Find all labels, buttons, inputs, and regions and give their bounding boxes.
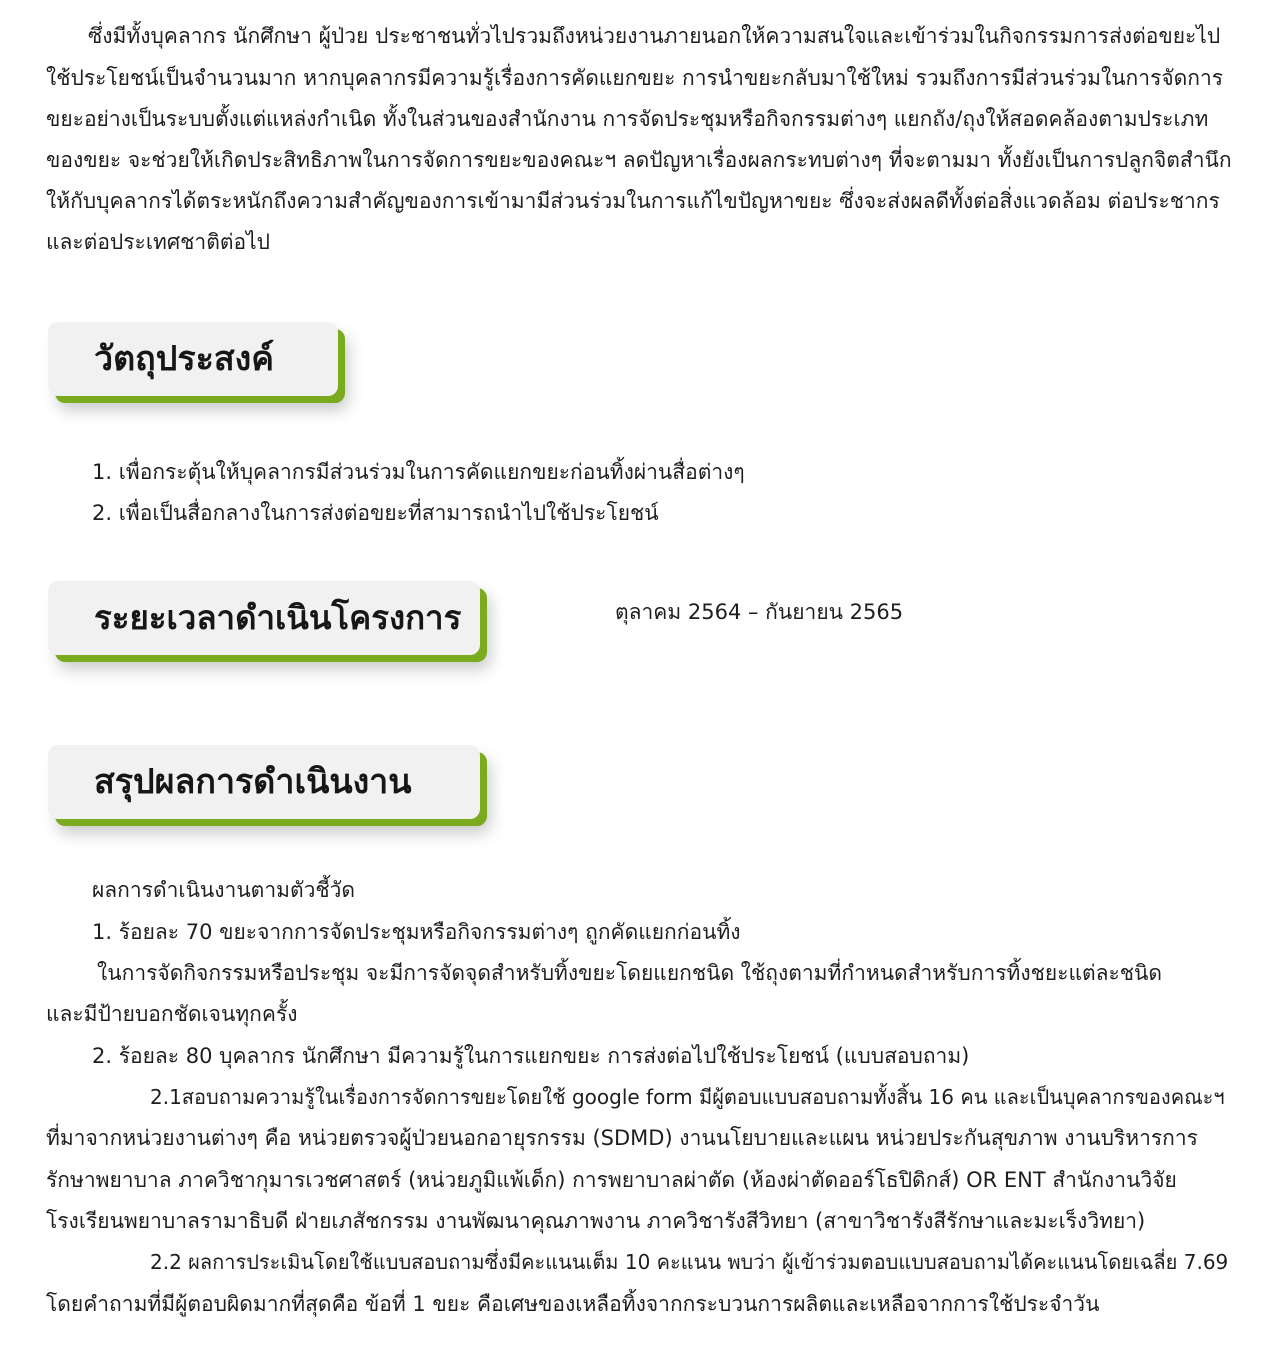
duration-value: ตุลาคม 2564 – กันยายน 2565 bbox=[615, 600, 904, 624]
summary-line-8: รักษาพยาบาล ภาควิชากุมารเวชศาสตร์ (หน่วยภูมิแพ้เด็ก) การพยาบาลผ่าตัด (ห้องผ่าตัดออร์โธปิดิกส์) OR ENT สำนักงานวิจัย bbox=[46, 1168, 1177, 1192]
intro-line-5: ให้กับบุคลากรได้ตระหนักถึงความสำคัญของการเข้ามามีส่วนร่วมในการแก้ไขปัญหาขยะ ซึ่งจะส่งผลดีทั้งต่อสิ่งแวดล้อม ต่อประชากร bbox=[46, 189, 1220, 213]
intro-line-2: ใช้ประโยชน์เป็นจำนวนมาก หากบุคลากรมีความรู้เรื่องการคัดแยกขยะ การนำขยะกลับมาใช้ใหม่ รวมถึงการมีส่วนร่วมในการจัดการ bbox=[46, 66, 1224, 90]
summary-line-4: และมีป้ายบอกชัดเจนทุกครั้ง bbox=[46, 1002, 298, 1026]
objectives-heading: วัตถุประสงค์ bbox=[94, 339, 274, 379]
summary-heading-badge bbox=[48, 745, 480, 819]
summary-line-9: โรงเรียนพยาบาลรามาธิบดี ฝ่ายเภสัชกรรม งานพัฒนาคุณภาพงาน ภาควิชารังสีวิทยา (สาขาวิชารังสีรักษาและมะเร็งวิทยา) bbox=[46, 1209, 1146, 1233]
objective-item-1: 1. เพื่อกระตุ้นให้บุคลากรมีส่วนร่วมในการคัดแยกขยะก่อนทิ้งผ่านสื่อต่างๆ bbox=[92, 460, 745, 484]
summary-heading: สรุปผลการดำเนินงาน bbox=[94, 762, 412, 802]
intro-line-4: ของขยะ จะช่วยให้เกิดประสิทธิภาพในการจัดการขยะของคณะฯ ลดปัญหาเรื่องผลกระทบต่างๆ ที่จะตามมา ทั้งยังเป็นการปลูกจิตสำนึก bbox=[46, 148, 1232, 172]
intro-line-6: และต่อประเทศชาติต่อไป bbox=[46, 230, 270, 254]
duration-heading-badge bbox=[48, 581, 480, 655]
summary-line-11: โดยคำถามที่มีผู้ตอบผิดมากที่สุดคือ ข้อที่ 1 ขยะ คือเศษของเหลือทิ้งจากกระบวนการผลิตและเหลือจากการใช้ประจำวัน bbox=[46, 1292, 1100, 1316]
summary-line-1: ผลการดำเนินงานตามตัวชี้วัด bbox=[92, 878, 356, 902]
objectives-heading-badge bbox=[48, 322, 338, 396]
intro-line-1: ซึ่งมีทั้งบุคลากร นักศึกษา ผู้ป่วย ประชาชนทั่วไปรวมถึงหน่วยงานภายนอกให้ความสนใจและเข้าร่วมในกิจกรรมการส่งต่อขยะไป bbox=[88, 24, 1221, 48]
summary-line-2: 1. ร้อยละ 70 ขยะจากการจัดประชุมหรือกิจกรรมต่างๆ ถูกคัดแยกก่อนทิ้ง bbox=[92, 920, 741, 944]
intro-line-3: ขยะอย่างเป็นระบบตั้งแต่แหล่งกำเนิด ทั้งในส่วนของสำนักงาน การจัดประชุมหรือกิจกรรมต่างๆ แยกถัง/ถุงให้สอดคล้องตามประเภท bbox=[46, 107, 1209, 131]
summary-line-3: ในการจัดกิจกรรมหรือประชุม จะมีการจัดจุดสำหรับทิ้งขยะโดยแยกชนิด ใช้ถุงตามที่กำหนดสำหรับการทิ้งชยะแต่ละชนิด bbox=[97, 961, 1163, 985]
summary-line-6: 2.1สอบถามความรู้ในเรื่องการจัดการขยะโดยใช้ google form มีผู้ตอบแบบสอบถามทั้งสิ้น 16 คน และเป็นบุคลากรของคณะฯ bbox=[150, 1085, 1225, 1109]
objective-item-2: 2. เพื่อเป็นสื่อกลางในการส่งต่อขยะที่สามารถนำไปใช้ประโยชน์ bbox=[92, 501, 659, 525]
duration-heading: ระยะเวลาดำเนินโครงการ bbox=[94, 598, 462, 637]
summary-line-10: 2.2 ผลการประเมินโดยใช้แบบสอบถามซึ่งมีคะแนนเต็ม 10 คะแนน พบว่า ผู้เข้าร่วมตอบแบบสอบถามได้คะแนนโดยเฉลี่ย 7.69 bbox=[150, 1250, 1229, 1274]
summary-line-7: ที่มาจากหน่วยงานต่างๆ คือ หน่วยตรวจผู้ป่วยนอกอายุรกรรม (SDMD) งานนโยบายและแผน หน่วยประกันสุขภาพ งานบริหารการ bbox=[46, 1126, 1198, 1150]
summary-line-5: 2. ร้อยละ 80 บุคลากร นักศึกษา มีความรู้ในการแยกขยะ การส่งต่อไปใช้ประโยชน์ (แบบสอบถาม) bbox=[92, 1044, 970, 1068]
